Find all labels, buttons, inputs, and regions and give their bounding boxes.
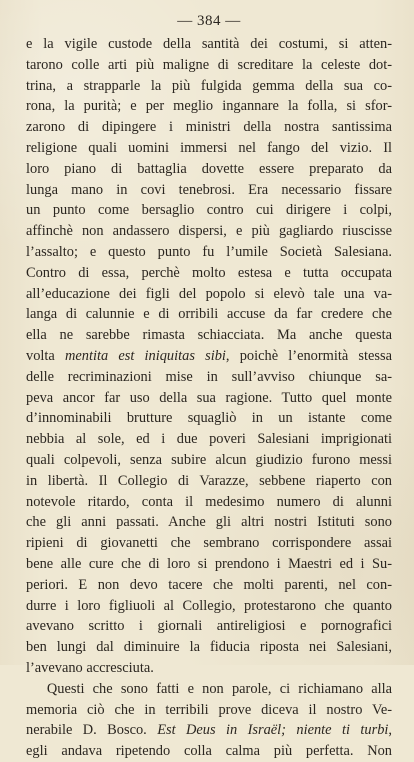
text-line-post: , xyxy=(388,722,392,739)
text-line: tarono colle arti più maligne di screditare la celeste dot- xyxy=(26,56,392,73)
text-line: Questi che sono fatti e non parole, ci richiamano alla xyxy=(46,680,392,697)
text-line: zarono di dipingere i ministri della nostra santissima xyxy=(26,119,392,136)
paragraph-2 xyxy=(26,679,392,762)
text-line: trina, a strapparle la più fulgida gemma della sua co- xyxy=(26,77,392,94)
text-line xyxy=(26,720,392,741)
text-line: memoria ciò che in terribili prove diceva il nostro Ve- xyxy=(26,701,392,718)
text-line: un punto come bersaglio contro cui dirigere i colpi, xyxy=(26,202,392,219)
page-number: — 384 — xyxy=(177,13,241,29)
text-line-post: , poichè l’enormità stessa xyxy=(225,347,392,364)
text-line xyxy=(26,346,392,367)
text-line: bene alle cure che di loro si prendono i Maestri ed i Su- xyxy=(26,555,392,572)
text-line: all’educazione dei figli del popolo si elevò tale una va- xyxy=(26,285,392,302)
text-line: ben lungi dal diminuire la fiducia riposta nei Salesiani, xyxy=(26,639,392,656)
text-line-pre: nerabile D. Bosco. xyxy=(26,722,158,739)
paragraph-1 xyxy=(26,34,392,679)
text-line: peva ancor far uso della sua ragione. Tutto quel monte xyxy=(26,389,392,406)
text-line: avevano scritto i giornali antireligiosi e pornografici xyxy=(26,618,392,635)
text-line: in libertà. Il Collegio di Varazze, sebbene riaperto con xyxy=(26,472,392,489)
text-line: d’innominabili brutture squagliò in un istante come xyxy=(26,410,392,427)
text-line: quali colpevoli, senza subire alcun giudizio furono messi xyxy=(26,451,392,468)
latin-quote: Est Deus in Israël; niente ti turbi xyxy=(157,722,389,739)
text-line: affinchè non andassero dispersi, e più gagliardo riuscisse xyxy=(26,223,392,240)
text-line: notevole ritardo, conta il medesimo numero di alunni xyxy=(26,493,392,510)
text-line: loro piano di battaglia dovette essere preparato da xyxy=(26,160,392,177)
text-line: l’avevano accresciuta. xyxy=(26,659,154,676)
text-line: delle recriminazioni mise in sull’avviso chiunque sa- xyxy=(26,368,392,385)
text-line: Contro di essa, perchè molto estesa e tutta occupata xyxy=(26,264,392,281)
text-line-pre: volta xyxy=(26,347,65,364)
text-line: durre i loro figliuoli al Collegio, protestarono che quanto xyxy=(26,597,392,614)
text-line: nebbia al sole, ed i due poveri Salesiani imprigionati xyxy=(26,431,392,448)
text-line: lunga mano in covi tenebrosi. Era necessario fissare xyxy=(26,181,392,198)
text-line: ripieni di giovanetti che sembrano corrispondere assai xyxy=(26,535,392,552)
latin-quote: mentita est iniquitas sibi xyxy=(64,347,226,364)
text-line: egli andava ripetendo colla calma più perfetta. Non xyxy=(26,743,392,760)
text-line: rona, la purità; e per meglio ingannare la folla, si sfor- xyxy=(26,98,392,115)
text-line: l’assalto; e questo punto fu l’umile Società Salesiana. xyxy=(26,243,392,260)
text-line: periori. E non devo tacere che molti parenti, nel con- xyxy=(26,576,392,593)
text-line: ella ne sarebbe rimasta schiacciata. Ma anche questa xyxy=(26,327,392,344)
body-text xyxy=(26,34,392,762)
text-line: che gli anni passati. Anche gli altri nostri Istituti sono xyxy=(26,514,392,531)
text-line: religione quali uomini immersi nel fango del vizio. Il xyxy=(26,139,392,156)
text-line: e la vigile custode della santità dei costumi, si atten- xyxy=(26,36,392,52)
text-line: langa di calunnie e di orribili accuse da far credere che xyxy=(26,306,392,323)
